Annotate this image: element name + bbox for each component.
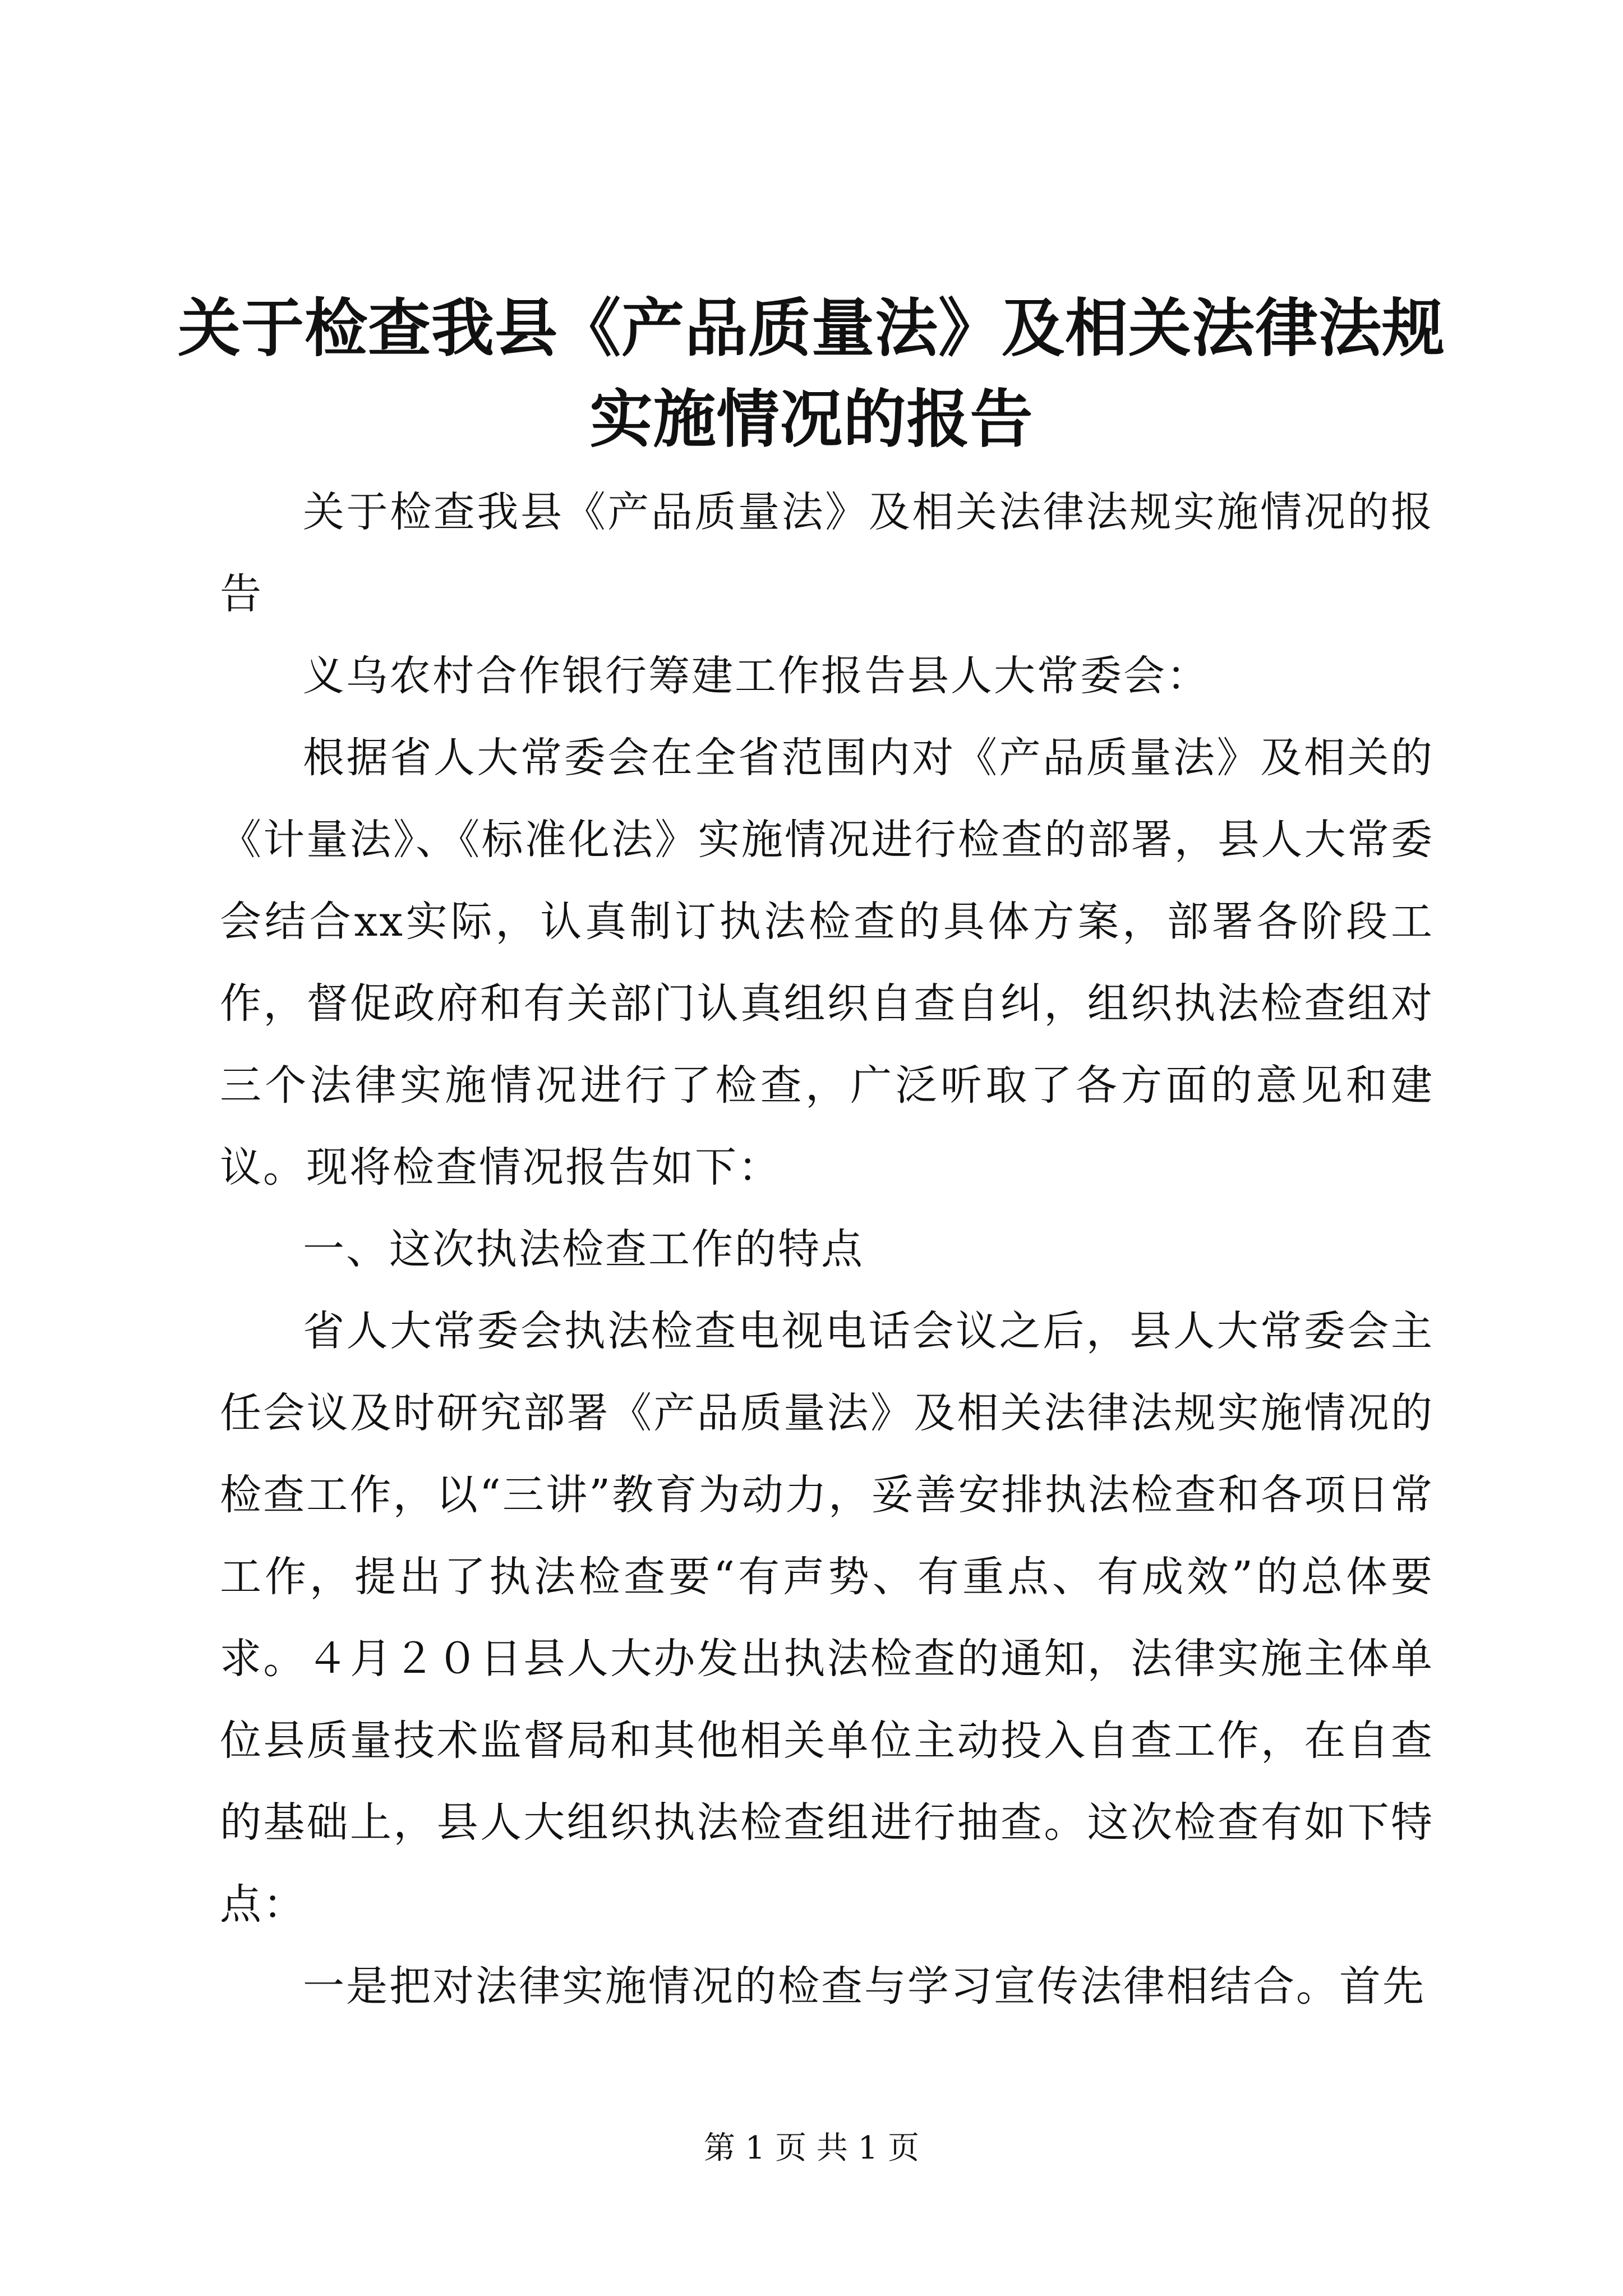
page-footer: 第 1 页 共 1 页 (703, 2130, 920, 2166)
document-body (220, 471, 1434, 2027)
paragraph: 根据省人大常委会在全省范围内对《产品质量法》及相关的《计量法》、《标准化法》实施情况进行检查的部署，县人大常委会结合xx实际，认真制订执法检查的具体方案，部署各阶段工作，督促政府和有关部门认真组织自查自纠，组织执法检查组对三个法律实施情况进行了检查，广泛听取了各方面的意见和建议。现将检查情况报告如下： (220, 734, 1434, 1191)
section-heading: 一、这次执法检查工作的特点 (303, 1225, 864, 1273)
paragraph: 一是把对法律实施情况的检查与学习宣传法律相结合。首先 (303, 1962, 1426, 2010)
document-title: 关于检查我县《产品质量法》及相关法律法规实施情况的报告 (178, 292, 1445, 456)
paragraph: 义乌农村合作银行筹建工作报告县人大常委会： (303, 652, 1210, 700)
paragraph: 省人大常委会执法检查电视电话会议之后，县人大常委会主任会议及时研究部署《产品质量法》及相关法律法规实施情况的检查工作，以“三讲”教育为动力，妥善安排执法检查和各项日常工作，提出了执法检查要“有声势、有重点、有成效”的总体要求。４月２０日县人大办发出执法检查的通知，法律实施主体单位县质量技术监督局和其他相关单位主动投入自查工作，在自查的基础上，县人大组织执法检查组进行抽查。这次检查有如下特点： (220, 1307, 1434, 1929)
paragraph: 关于检查我县《产品质量法》及相关法律法规实施情况的报告 (220, 488, 1434, 618)
